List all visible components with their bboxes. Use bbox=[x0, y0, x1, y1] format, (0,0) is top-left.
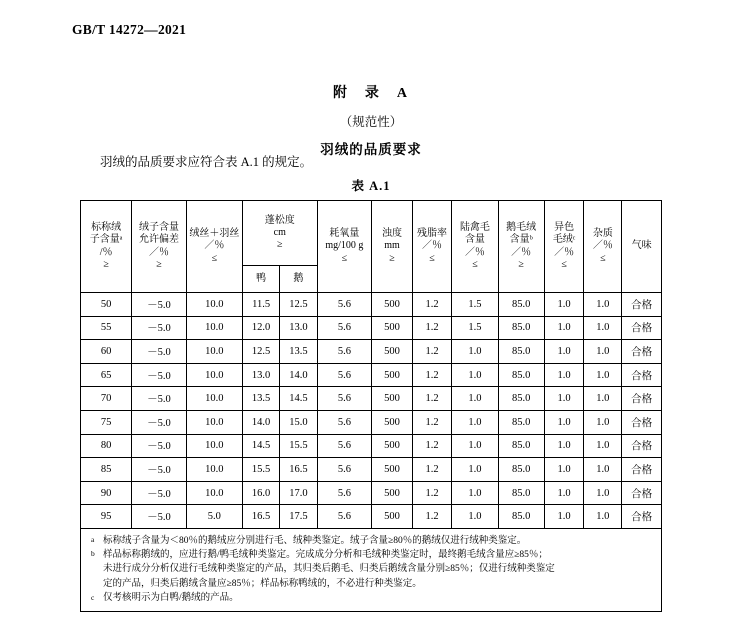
cell-tolerance: －5.0 bbox=[132, 387, 187, 411]
quality-requirements-table bbox=[80, 200, 662, 529]
cell-turbidity: 500 bbox=[372, 340, 413, 364]
cell-fillpower-duck: 16.5 bbox=[242, 505, 279, 529]
standard-code-header: GB/T 14272—2021 bbox=[72, 22, 187, 37]
cell-odor: 合格 bbox=[622, 505, 662, 529]
cell-oxygen: 5.6 bbox=[317, 481, 372, 505]
cell-odor: 合格 bbox=[622, 340, 662, 364]
quality-table-wrap bbox=[80, 200, 662, 612]
th-down-fiber-feather-fiber: 绒丝＋羽丝 ／％ ≤ bbox=[186, 201, 242, 293]
table-row bbox=[81, 363, 662, 387]
table-body bbox=[81, 293, 662, 529]
footnote-b-cont1 bbox=[91, 562, 653, 576]
footnote-b-text: 样品标称鹅绒的，应进行鹅/鸭毛绒种类鉴定。完成成分分析和毛绒种类鉴定时，最终鹅毛绒含量应≥85％； bbox=[103, 550, 548, 561]
table-header bbox=[81, 201, 662, 293]
cell-impurity: 1.0 bbox=[584, 434, 622, 458]
cell-landfowl: 1.5 bbox=[452, 316, 498, 340]
cell-nominal: 50 bbox=[81, 293, 132, 317]
cell-fillpower-duck: 14.5 bbox=[242, 434, 279, 458]
cell-fillpower-duck: 12.5 bbox=[242, 340, 279, 364]
table-row bbox=[81, 340, 662, 364]
cell-fat: 1.2 bbox=[412, 481, 452, 505]
cell-turbidity: 500 bbox=[372, 316, 413, 340]
cell-impurity: 1.0 bbox=[584, 387, 622, 411]
cell-turbidity: 500 bbox=[372, 505, 413, 529]
cell-goose: 85.0 bbox=[498, 434, 544, 458]
cell-oxygen: 5.6 bbox=[317, 387, 372, 411]
cell-goose: 85.0 bbox=[498, 505, 544, 529]
annex-subtitle: （规范性） bbox=[339, 115, 403, 129]
cell-fat: 1.2 bbox=[412, 340, 452, 364]
cell-tolerance: －5.0 bbox=[132, 363, 187, 387]
cell-fillpower-goose: 17.0 bbox=[280, 481, 317, 505]
cell-nominal: 95 bbox=[81, 505, 132, 529]
table-header-row-1 bbox=[81, 201, 662, 266]
cell-offcolor: 1.0 bbox=[544, 340, 584, 364]
cell-landfowl: 1.0 bbox=[452, 458, 498, 482]
cell-landfowl: 1.0 bbox=[452, 434, 498, 458]
cell-fat: 1.2 bbox=[412, 505, 452, 529]
footnote-b-text-3: 定的产品，归类后鹅绒含量应≥85％；样品标称鸭绒的，不必进行种类鉴定。 bbox=[103, 578, 422, 589]
table-footnotes bbox=[80, 529, 662, 612]
cell-nominal: 65 bbox=[81, 363, 132, 387]
table-row bbox=[81, 316, 662, 340]
th-fill-power-goose: 鹅 bbox=[280, 266, 317, 293]
cell-fillpower-goose: 17.5 bbox=[280, 505, 317, 529]
cell-landfowl: 1.0 bbox=[452, 387, 498, 411]
cell-fillpower-duck: 13.5 bbox=[242, 387, 279, 411]
cell-odor: 合格 bbox=[622, 410, 662, 434]
cell-oxygen: 5.6 bbox=[317, 458, 372, 482]
cell-impurity: 1.0 bbox=[584, 316, 622, 340]
cell-oxygen: 5.6 bbox=[317, 316, 372, 340]
footnote-mark-c: c bbox=[91, 592, 95, 602]
th-fill-power-duck: 鸭 bbox=[242, 266, 279, 293]
cell-fiber: 10.0 bbox=[186, 363, 242, 387]
cell-impurity: 1.0 bbox=[584, 410, 622, 434]
cell-offcolor: 1.0 bbox=[544, 481, 584, 505]
cell-goose: 85.0 bbox=[498, 458, 544, 482]
table-row bbox=[81, 505, 662, 529]
annex-heading-block bbox=[0, 82, 742, 158]
cell-odor: 合格 bbox=[622, 293, 662, 317]
cell-nominal: 55 bbox=[81, 316, 132, 340]
cell-goose: 85.0 bbox=[498, 410, 544, 434]
cell-nominal: 80 bbox=[81, 434, 132, 458]
table-caption: 表 A.1 bbox=[351, 179, 391, 193]
cell-nominal: 90 bbox=[81, 481, 132, 505]
table-row bbox=[81, 434, 662, 458]
cell-offcolor: 1.0 bbox=[544, 434, 584, 458]
footnote-a bbox=[91, 534, 653, 548]
cell-turbidity: 500 bbox=[372, 293, 413, 317]
cell-offcolor: 1.0 bbox=[544, 458, 584, 482]
footnote-mark-b: b bbox=[91, 549, 95, 559]
th-impurity: 杂质 ／％ ≤ bbox=[584, 201, 622, 293]
cell-oxygen: 5.6 bbox=[317, 434, 372, 458]
table-row bbox=[81, 481, 662, 505]
th-off-color: 异色 毛绒ᶜ ／％ ≤ bbox=[544, 201, 584, 293]
table-row bbox=[81, 410, 662, 434]
cell-fillpower-goose: 15.0 bbox=[280, 410, 317, 434]
cell-nominal: 60 bbox=[81, 340, 132, 364]
cell-offcolor: 1.0 bbox=[544, 505, 584, 529]
cell-oxygen: 5.6 bbox=[317, 410, 372, 434]
cell-offcolor: 1.0 bbox=[544, 410, 584, 434]
cell-nominal: 85 bbox=[81, 458, 132, 482]
cell-fat: 1.2 bbox=[412, 458, 452, 482]
cell-fiber: 5.0 bbox=[186, 505, 242, 529]
cell-fiber: 10.0 bbox=[186, 410, 242, 434]
cell-tolerance: －5.0 bbox=[132, 481, 187, 505]
cell-fiber: 10.0 bbox=[186, 434, 242, 458]
lead-paragraph: 羽绒的品质要求应符合表 A.1 的规定。 bbox=[100, 155, 313, 169]
table-row bbox=[81, 293, 662, 317]
cell-tolerance: －5.0 bbox=[132, 505, 187, 529]
footnote-c-text: 仅考核明示为白鸭/鹅绒的产品。 bbox=[103, 592, 239, 603]
cell-nominal: 70 bbox=[81, 387, 132, 411]
cell-landfowl: 1.5 bbox=[452, 293, 498, 317]
cell-goose: 85.0 bbox=[498, 293, 544, 317]
cell-impurity: 1.0 bbox=[584, 481, 622, 505]
cell-fillpower-duck: 14.0 bbox=[242, 410, 279, 434]
cell-fillpower-goose: 15.5 bbox=[280, 434, 317, 458]
cell-fillpower-duck: 13.0 bbox=[242, 363, 279, 387]
cell-fiber: 10.0 bbox=[186, 340, 242, 364]
cell-impurity: 1.0 bbox=[584, 363, 622, 387]
cell-landfowl: 1.0 bbox=[452, 481, 498, 505]
cell-offcolor: 1.0 bbox=[544, 363, 584, 387]
cell-oxygen: 5.6 bbox=[317, 340, 372, 364]
cell-tolerance: －5.0 bbox=[132, 340, 187, 364]
cell-goose: 85.0 bbox=[498, 340, 544, 364]
footnote-c bbox=[91, 591, 653, 605]
cell-tolerance: －5.0 bbox=[132, 293, 187, 317]
cell-fiber: 10.0 bbox=[186, 316, 242, 340]
cell-oxygen: 5.6 bbox=[317, 505, 372, 529]
cell-offcolor: 1.0 bbox=[544, 387, 584, 411]
cell-fillpower-goose: 16.5 bbox=[280, 458, 317, 482]
cell-fillpower-duck: 11.5 bbox=[242, 293, 279, 317]
cell-turbidity: 500 bbox=[372, 434, 413, 458]
th-fill-power: 蓬松度 cm ≥ bbox=[242, 201, 317, 266]
th-odor: 气味 bbox=[622, 201, 662, 293]
footnote-b bbox=[91, 548, 653, 562]
cell-fat: 1.2 bbox=[412, 363, 452, 387]
cell-landfowl: 1.0 bbox=[452, 363, 498, 387]
table-row bbox=[81, 387, 662, 411]
cell-landfowl: 1.0 bbox=[452, 340, 498, 364]
cell-impurity: 1.0 bbox=[584, 340, 622, 364]
footnote-mark-a: a bbox=[91, 534, 95, 544]
cell-tolerance: －5.0 bbox=[132, 410, 187, 434]
cell-fillpower-goose: 12.5 bbox=[280, 293, 317, 317]
cell-turbidity: 500 bbox=[372, 387, 413, 411]
cell-goose: 85.0 bbox=[498, 481, 544, 505]
cell-goose: 85.0 bbox=[498, 316, 544, 340]
annex-title: 附 录 A bbox=[332, 86, 410, 101]
cell-odor: 合格 bbox=[622, 363, 662, 387]
cell-tolerance: －5.0 bbox=[132, 434, 187, 458]
cell-fat: 1.2 bbox=[412, 410, 452, 434]
cell-odor: 合格 bbox=[622, 434, 662, 458]
cell-impurity: 1.0 bbox=[584, 293, 622, 317]
footnote-b-cont2 bbox=[91, 577, 653, 591]
cell-turbidity: 500 bbox=[372, 458, 413, 482]
cell-fiber: 10.0 bbox=[186, 293, 242, 317]
cell-goose: 85.0 bbox=[498, 363, 544, 387]
cell-fat: 1.2 bbox=[412, 434, 452, 458]
th-turbidity: 浊度 mm ≥ bbox=[372, 201, 413, 293]
cell-oxygen: 5.6 bbox=[317, 293, 372, 317]
cell-turbidity: 500 bbox=[372, 363, 413, 387]
cell-fillpower-goose: 13.5 bbox=[280, 340, 317, 364]
cell-odor: 合格 bbox=[622, 481, 662, 505]
cell-fillpower-duck: 16.0 bbox=[242, 481, 279, 505]
cell-fat: 1.2 bbox=[412, 316, 452, 340]
cell-odor: 合格 bbox=[622, 316, 662, 340]
cell-odor: 合格 bbox=[622, 458, 662, 482]
cell-goose: 85.0 bbox=[498, 387, 544, 411]
cell-landfowl: 1.0 bbox=[452, 505, 498, 529]
cell-impurity: 1.0 bbox=[584, 458, 622, 482]
cell-oxygen: 5.6 bbox=[317, 363, 372, 387]
cell-tolerance: －5.0 bbox=[132, 458, 187, 482]
cell-turbidity: 500 bbox=[372, 481, 413, 505]
th-oxygen-consumption: 耗氧量 mg/100 g ≤ bbox=[317, 201, 372, 293]
cell-impurity: 1.0 bbox=[584, 505, 622, 529]
table-row bbox=[81, 458, 662, 482]
annex-name: 羽绒的品质要求 bbox=[320, 142, 422, 157]
th-down-content-tolerance: 绒子含量 允许偏差 ／％ ≥ bbox=[132, 201, 187, 293]
cell-fillpower-goose: 14.5 bbox=[280, 387, 317, 411]
footnote-a-text: 标称绒子含量为＜80％的鹅绒应分别进行毛、绒种类鉴定。绒子含量≥80％的鹅绒仅进行绒种类鉴定。 bbox=[103, 535, 527, 546]
cell-landfowl: 1.0 bbox=[452, 410, 498, 434]
th-fat-content: 残脂率 ／％ ≤ bbox=[412, 201, 452, 293]
th-goose-down-content: 鹅毛绒 含量ᵇ ／％ ≥ bbox=[498, 201, 544, 293]
cell-fiber: 10.0 bbox=[186, 387, 242, 411]
cell-offcolor: 1.0 bbox=[544, 316, 584, 340]
cell-fat: 1.2 bbox=[412, 293, 452, 317]
cell-fiber: 10.0 bbox=[186, 458, 242, 482]
th-nominal-down-content: 标称绒 子含量ᵃ /％ ≥ bbox=[81, 201, 132, 293]
footnote-b-text-2: 未进行成分分析仅进行毛绒种类鉴定的产品，其归类后鹅毛、归类后鹅绒含量分别≥85％；仅进行绒种类鉴定 bbox=[103, 564, 555, 575]
cell-fillpower-goose: 14.0 bbox=[280, 363, 317, 387]
cell-fillpower-goose: 13.0 bbox=[280, 316, 317, 340]
cell-nominal: 75 bbox=[81, 410, 132, 434]
cell-fillpower-duck: 12.0 bbox=[242, 316, 279, 340]
cell-turbidity: 500 bbox=[372, 410, 413, 434]
th-land-fowl-feather: 陆禽毛 含量 ／％ ≤ bbox=[452, 201, 498, 293]
cell-odor: 合格 bbox=[622, 387, 662, 411]
cell-fat: 1.2 bbox=[412, 387, 452, 411]
cell-fiber: 10.0 bbox=[186, 481, 242, 505]
cell-fillpower-duck: 15.5 bbox=[242, 458, 279, 482]
cell-offcolor: 1.0 bbox=[544, 293, 584, 317]
cell-tolerance: －5.0 bbox=[132, 316, 187, 340]
